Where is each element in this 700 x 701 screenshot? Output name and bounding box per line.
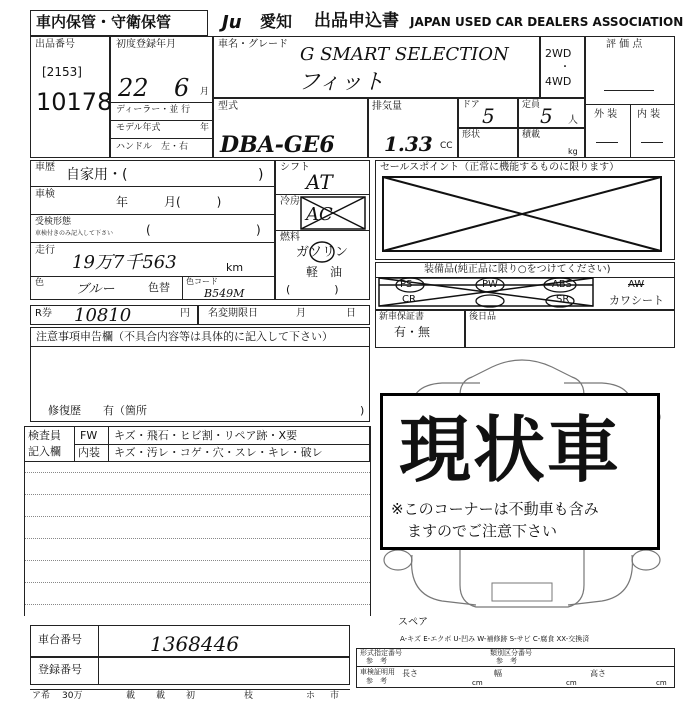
spec-cert: 車検証明用 bbox=[360, 668, 395, 676]
later-items-box bbox=[465, 310, 675, 348]
displacement-value: 1.33 bbox=[384, 132, 433, 156]
registration-year: 22 bbox=[118, 74, 149, 102]
model-year-label: モデル年式 bbox=[116, 123, 161, 133]
color-value: ブルー bbox=[76, 282, 115, 297]
spec-num-label: 形式指定番号 bbox=[360, 649, 402, 657]
spare-label: スペア bbox=[398, 617, 428, 628]
mileage-label: 走行 bbox=[35, 245, 55, 256]
sales-label: セールスポイント（正常に機能するものに限ります） bbox=[380, 162, 620, 173]
history-value: 自家用・( bbox=[66, 167, 128, 183]
footer-cell: 市 bbox=[330, 691, 340, 701]
lot-sub-number: [2153] bbox=[42, 65, 82, 79]
footer-cell: ア希 bbox=[32, 691, 51, 701]
recycle-value: 10810 bbox=[74, 305, 132, 326]
rating-label: 評 価 点 bbox=[606, 39, 643, 50]
weight-label: 積載 bbox=[522, 130, 541, 140]
model-year-unit: 年 bbox=[200, 123, 210, 133]
sales-cross-mark bbox=[380, 174, 664, 254]
spec-cat-ref: 参 考 bbox=[496, 657, 517, 665]
repair-history: 修復歴 有（箇所 bbox=[48, 404, 147, 417]
model-value: DBA-GE6 bbox=[220, 132, 335, 158]
history-label: 車歴 bbox=[35, 162, 55, 173]
capacity-unit: 人 bbox=[568, 115, 578, 126]
as-is-note-1: ※このコーナーは不動車も含み bbox=[391, 500, 599, 518]
capacity-value: 5 bbox=[540, 104, 553, 128]
inspector-label-1: 検査員 bbox=[28, 429, 61, 442]
form-paren-open: ( bbox=[146, 223, 151, 237]
ju-logo bbox=[222, 12, 262, 34]
spec-cat-label: 類別区分番号 bbox=[490, 649, 532, 657]
equipment-strike-mark bbox=[378, 277, 598, 309]
footer-cell: 枝 bbox=[244, 691, 254, 701]
dealer-parallel: ディーラー・並 行 bbox=[116, 105, 191, 115]
door-label: ドア bbox=[462, 100, 480, 110]
color-change: 色替 bbox=[148, 281, 170, 294]
damage-legend: A-キズ E-エクボ U-凹み W-補修跡 S-サビ C-腐食 XX-交換済 bbox=[400, 635, 590, 643]
chassis-label: 車台番号 bbox=[38, 633, 82, 646]
inspector-inner-text: キズ・汚レ・コゲ・穴・スレ・キレ・破レ bbox=[114, 446, 323, 459]
rating-interior: 内 装 bbox=[637, 109, 661, 120]
association-name: JAPAN USED CAR DEALERS ASSOCIATION bbox=[410, 15, 684, 29]
form-paren-close: ) bbox=[256, 223, 261, 237]
inspector-label-2: 記入欄 bbox=[28, 445, 61, 458]
inspector-fw: FW bbox=[80, 429, 98, 442]
fuel-diesel: 軽 油 bbox=[306, 265, 343, 279]
lot-number: 10178 bbox=[36, 88, 113, 116]
storage-label: 車内保管・守衛保管 bbox=[36, 13, 172, 31]
as-is-stamp bbox=[380, 393, 660, 550]
displacement-unit: CC bbox=[440, 141, 453, 151]
displacement-label: 排気量 bbox=[372, 101, 402, 112]
doc-title: 出品申込書 bbox=[314, 11, 399, 31]
registration-number-label: 登録番号 bbox=[38, 663, 82, 676]
fuel-label: 燃料 bbox=[280, 232, 300, 243]
registration-month: 6 bbox=[174, 74, 190, 102]
spec-width-unit: cm bbox=[566, 679, 577, 687]
car-name: フィット bbox=[298, 70, 385, 95]
color-label: 色 bbox=[35, 278, 45, 288]
handle-label: ハンドル 左・右 bbox=[116, 142, 189, 152]
footer-cell: 載 bbox=[126, 691, 136, 701]
footer-cell: ホ bbox=[306, 691, 316, 701]
recycle-unit: 円 bbox=[180, 308, 190, 319]
name-change-date: 月 日 bbox=[296, 308, 356, 319]
door-value: 5 bbox=[482, 104, 495, 128]
lot-label: 出品番号 bbox=[35, 39, 75, 50]
mileage-unit: km bbox=[226, 261, 244, 274]
footer-cell: 載 bbox=[156, 691, 166, 701]
weight-unit: kg bbox=[568, 147, 578, 156]
notice-label: 注意事項申告欄（不具合内容等は具体的に記入して下さい） bbox=[36, 330, 333, 343]
fuel-gas: ガソリン bbox=[296, 245, 349, 260]
equip-leather: カワシート bbox=[609, 294, 664, 307]
footer-cell: 初 bbox=[186, 691, 196, 701]
form-note: 車検付きのみ記入して下さい bbox=[35, 230, 114, 237]
spec-num-ref: 参 考 bbox=[366, 657, 387, 665]
history-close: ) bbox=[258, 167, 264, 183]
as-is-note-2: ますのでご注意下さい bbox=[407, 522, 558, 540]
ac-label: 冷房 bbox=[280, 196, 300, 207]
later-items-label: 後日品 bbox=[469, 312, 497, 322]
rating-exterior: 外 装 bbox=[594, 109, 618, 120]
capacity-label: 定員 bbox=[522, 100, 541, 110]
name-change-label: 名変期限日 bbox=[208, 308, 258, 319]
spec-length-unit: cm bbox=[472, 679, 483, 687]
inspection-text: 年 月( ) bbox=[116, 195, 222, 209]
footer-strip bbox=[30, 689, 350, 701]
equip-abs: ABS bbox=[552, 279, 572, 290]
drive-2wd: 2WD bbox=[545, 47, 572, 60]
shape-label: 形状 bbox=[462, 130, 481, 140]
inspection-label: 車検 bbox=[35, 189, 55, 200]
warranty-label: 新車保証書 bbox=[379, 312, 425, 322]
warranty-yes-no: 有・無 bbox=[394, 325, 431, 339]
recycle-label: R券 bbox=[35, 308, 52, 319]
drive-4wd: 4WD bbox=[545, 75, 572, 88]
car-grade: G SMART SELECTION bbox=[300, 44, 509, 65]
mileage-value: 19万7千563 bbox=[72, 252, 177, 273]
equip-sr: SR bbox=[556, 294, 570, 305]
inspector-fw-text: キズ・飛石・ヒビ割・リペア跡・X要 bbox=[114, 429, 298, 442]
form-label: 受検形態 bbox=[35, 217, 72, 227]
shift-label: シフト bbox=[280, 162, 310, 173]
chassis-value: 1368446 bbox=[150, 632, 240, 656]
storage-box bbox=[30, 10, 208, 36]
equip-pw: PW bbox=[482, 279, 498, 290]
color-code-label: 色コード bbox=[186, 277, 218, 286]
as-is-title: 現状車 bbox=[399, 408, 622, 492]
logo-region: 愛知 bbox=[260, 12, 293, 31]
fuel-gas-circle bbox=[308, 240, 336, 264]
inspector-inner: 内装 bbox=[78, 446, 100, 459]
spec-width: 幅 bbox=[494, 669, 502, 678]
ac-value: AC bbox=[306, 204, 333, 225]
ac-cross-mark bbox=[300, 196, 366, 230]
registration-month-unit: 月 bbox=[200, 87, 210, 97]
footer-cell: 30万 bbox=[62, 691, 83, 701]
registration-label: 初度登録年月 bbox=[116, 39, 176, 50]
ju-logo-mark: Ju bbox=[222, 12, 242, 33]
equip-ps: PS bbox=[400, 279, 413, 290]
spec-ref: 参 考 bbox=[366, 677, 387, 685]
equip-cr: CR bbox=[402, 294, 416, 305]
shift-value: AT bbox=[306, 170, 333, 194]
fuel-paren: ( ) bbox=[286, 283, 339, 296]
spec-height-unit: cm bbox=[656, 679, 667, 687]
spec-height: 高さ bbox=[590, 669, 606, 678]
model-label: 型式 bbox=[218, 101, 238, 112]
equip-aw: AW bbox=[628, 279, 645, 290]
color-code-value: B549M bbox=[204, 287, 245, 300]
equipment-label: 装備品(純正品に限り○をつけてください) bbox=[424, 264, 611, 275]
car-name-label: 車名・グレード bbox=[218, 39, 288, 50]
spec-length: 長さ bbox=[402, 669, 418, 678]
